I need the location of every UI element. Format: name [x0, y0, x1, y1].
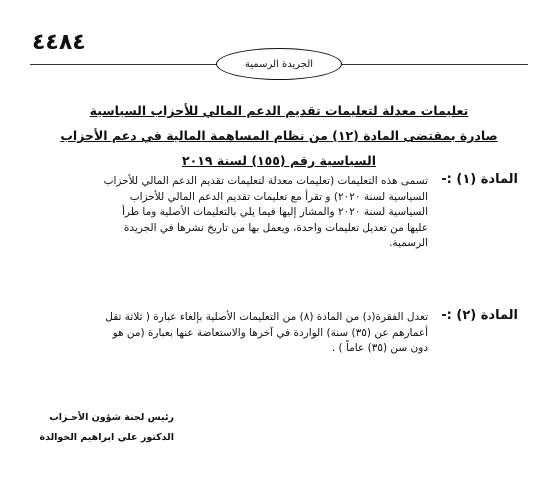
article-2-text: [60, 310, 428, 357]
article-1-line: عليها من تعديل تعليمات واحدة، ويعمل بها من تاريخ نشرها في الجريدة: [123, 221, 428, 234]
article-1-line: السياسية لسنة ٢٠٢٠) و تقرأ مع تعليمات تقديم الدعم المالي للأحزاب: [129, 190, 428, 203]
article-1-line: الرسمية.: [389, 237, 428, 249]
title-line-3: السياسية رقم (١٥٥) لسنة ٢٠١٩: [181, 153, 376, 168]
article-2-line: دون سن (٣٥) عاماً ) .: [331, 342, 428, 354]
article-1-line: تسمى هذه التعليمات (تعليمات معدلة لتعليمات تقديم الدعم المالي للأحزاب: [103, 175, 428, 187]
signature-block: [40, 408, 175, 448]
article-1-line: السياسية لسنة ٢٠٢٠ والمشار إليها فيما يلي بالتعليمات الأصلية وما طرأ: [122, 206, 428, 218]
page-number: ٤٤٨٤: [32, 30, 86, 55]
article-2-line: تعدل الفقرة(د) من المادة (٨) من التعليمات الأصلية بإلغاء عبارة ( ثلاثة تقل: [105, 311, 428, 323]
article-2-label: المادة (٢) :-: [441, 308, 518, 323]
signature-title: رئيس لجنة شؤون الأحـزاب: [49, 412, 174, 423]
title-line-1: تعليمات معدلة لتعليمات تقديم الدعم المالي للأحزاب السياسية: [89, 103, 469, 118]
title-line-2: صادرة بمقتضى المادة (١٢) من نظام المساهمة المالية في دعم الأحزاب: [60, 128, 498, 143]
signature-name: الدكتور علي ابراهيم الخوالدة: [39, 432, 174, 443]
article-1-text: [60, 174, 428, 252]
article-2-line: أعمارهم عن (٣٥) سنة) الواردة في آخرها والاستعاضة عنها بعبارة (من هو: [112, 326, 428, 339]
gazette-name-badge: [216, 48, 342, 80]
document-title: [60, 98, 498, 173]
gazette-name: الجريدة الرسمية: [244, 58, 314, 70]
article-1-label: المادة (١) :-: [441, 172, 518, 187]
